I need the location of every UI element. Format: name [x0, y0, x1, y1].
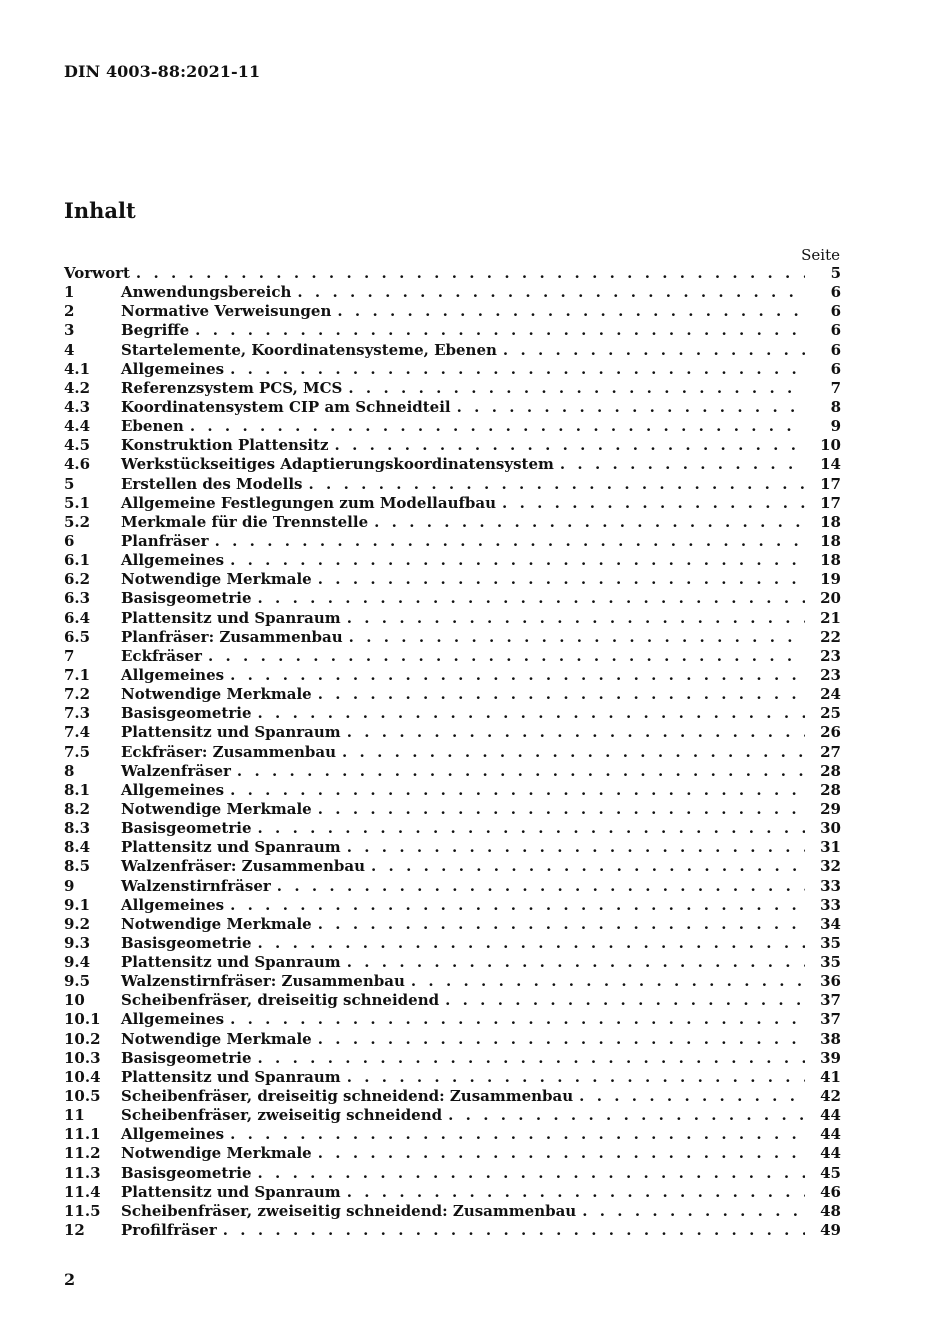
- toc-entry-number: 1: [64, 283, 75, 302]
- toc-entry-title: Scheibenfräser, zweiseitig schneidend: Zusammenbau: [121, 1201, 577, 1220]
- toc-entry-page: 30: [820, 819, 841, 838]
- dot-leader: [136, 264, 805, 283]
- toc-entry-page: 23: [820, 646, 841, 665]
- toc-entry-number: 8.3: [64, 819, 91, 838]
- toc-entry-number: 6: [64, 531, 75, 550]
- dot-leader: [258, 819, 805, 838]
- toc-entry-number: 11.1: [64, 1125, 101, 1144]
- toc-entry-page: 26: [820, 723, 841, 742]
- dot-leader: [208, 647, 805, 666]
- toc-entry[interactable]: [64, 896, 841, 915]
- dot-leader: [223, 1221, 805, 1240]
- toc-entry-number: 7.3: [64, 704, 91, 723]
- toc-entry-title: Scheibenfräser, dreiseitig schneidend: [121, 991, 440, 1010]
- dot-leader: [230, 666, 805, 685]
- toc-entry-number: 11.2: [64, 1144, 101, 1163]
- toc-entry[interactable]: [64, 455, 841, 474]
- toc-entry-page: 31: [820, 838, 841, 857]
- toc-entry-number: 9.1: [64, 895, 91, 914]
- toc-entry-page: 33: [820, 895, 841, 914]
- toc-entry[interactable]: [64, 991, 841, 1010]
- toc-entry-number: 6.3: [64, 589, 91, 608]
- dot-leader: [258, 934, 805, 953]
- toc-entry-title: Vorwort: [64, 264, 130, 282]
- toc-entry[interactable]: [64, 398, 841, 417]
- toc-entry-title: Allgemeines: [121, 895, 225, 914]
- toc-entry-title: Notwendige Merkmale: [121, 799, 312, 818]
- dot-leader: [582, 1202, 805, 1221]
- dot-leader: [318, 800, 805, 819]
- toc-entry[interactable]: [64, 341, 841, 360]
- dot-leader: [318, 685, 805, 704]
- toc-entry[interactable]: [64, 551, 841, 570]
- toc-entry-title: Plattensitz und Spanraum: [121, 1067, 341, 1086]
- toc-entry-number: 9.2: [64, 914, 91, 933]
- toc-entry-page: 6: [830, 302, 841, 321]
- toc-entry-number: 4.5: [64, 436, 91, 455]
- toc-entry-number: 6.1: [64, 551, 91, 570]
- dot-leader: [258, 589, 805, 608]
- toc-entry[interactable]: [64, 704, 841, 723]
- toc-entry-number: 5.2: [64, 512, 91, 531]
- toc-entry-number: 6.2: [64, 570, 91, 589]
- toc-entry-number: 7.4: [64, 723, 91, 742]
- toc-entry-title: Eckfräser: Zusammenbau: [121, 742, 337, 761]
- toc-entry-number: 4: [64, 340, 75, 359]
- toc-entry-number: 4.2: [64, 378, 91, 397]
- dot-leader: [579, 1087, 805, 1106]
- toc-entry-number: 4.3: [64, 397, 91, 416]
- toc-entry-title: Begriffe: [121, 321, 190, 340]
- toc-entry[interactable]: [64, 781, 841, 800]
- toc-entry[interactable]: [64, 609, 841, 628]
- toc-entry[interactable]: [64, 1049, 841, 1068]
- toc-entry-page: 39: [820, 1048, 841, 1067]
- toc-entry-title: Konstruktion Plattensitz: [121, 436, 329, 455]
- toc-entry-title: Basisgeometrie: [121, 1163, 252, 1182]
- dot-leader: [230, 781, 805, 800]
- toc-entry[interactable]: [64, 302, 841, 321]
- dot-leader: [318, 570, 805, 589]
- dot-leader: [348, 379, 805, 398]
- toc-entry-number: 6.5: [64, 627, 91, 646]
- toc-entry-page: 24: [820, 685, 841, 704]
- toc-entry[interactable]: [64, 513, 841, 532]
- toc-entry-page: 35: [820, 933, 841, 952]
- toc-entry[interactable]: [64, 379, 841, 398]
- toc-entry-number: 9.5: [64, 972, 91, 991]
- dot-leader: [258, 1049, 805, 1068]
- dot-leader: [347, 1183, 805, 1202]
- toc-entry-number: 10.1: [64, 1010, 101, 1029]
- toc-entry-page: 6: [830, 359, 841, 378]
- toc-entry[interactable]: [64, 1221, 841, 1240]
- page-column-label: Seite: [801, 246, 840, 264]
- toc-entry-page: 36: [820, 972, 841, 991]
- toc-entry-page: 46: [820, 1182, 841, 1201]
- toc-entry-number: 7: [64, 646, 75, 665]
- dot-leader: [337, 302, 805, 321]
- toc-entry-title: Basisgeometrie: [121, 1048, 252, 1067]
- toc-entry-page: 37: [820, 991, 841, 1010]
- toc-entry-number: 7.1: [64, 665, 91, 684]
- dot-leader: [195, 321, 805, 340]
- toc-entry-page: 20: [820, 589, 841, 608]
- toc-entry-page: 9: [830, 417, 841, 436]
- toc-entry-page: 33: [820, 876, 841, 895]
- toc-entry[interactable]: [64, 264, 841, 283]
- toc-entry[interactable]: [64, 1164, 841, 1183]
- toc-entry-title: Merkmale für die Trennstelle: [121, 512, 369, 531]
- toc-entry-page: 34: [820, 914, 841, 933]
- dot-leader: [230, 360, 805, 379]
- dot-leader: [309, 475, 805, 494]
- toc-entry-page: 49: [820, 1221, 841, 1240]
- toc-entry-title: Allgemeines: [121, 359, 225, 378]
- toc-entry[interactable]: [64, 800, 841, 819]
- dot-leader: [347, 838, 805, 857]
- dot-leader: [318, 1144, 805, 1163]
- dot-leader: [411, 972, 805, 991]
- toc-entry-page: 41: [820, 1067, 841, 1086]
- toc-entry-number: 10.4: [64, 1067, 101, 1086]
- dot-leader: [318, 915, 805, 934]
- dot-leader: [342, 743, 805, 762]
- toc-entry[interactable]: [64, 857, 841, 876]
- toc-entry[interactable]: [64, 666, 841, 685]
- toc-entry-page: 44: [820, 1144, 841, 1163]
- toc-entry-title: Erstellen des Modells: [121, 474, 303, 493]
- toc-entry-page: 17: [820, 493, 841, 512]
- toc-entry-title: Basisgeometrie: [121, 933, 252, 952]
- toc-entry-number: 8: [64, 761, 75, 780]
- toc-entry-title: Startelemente, Koordinatensysteme, Ebenen: [121, 340, 497, 359]
- toc-entry-page: 18: [820, 512, 841, 531]
- toc-entry[interactable]: [64, 436, 841, 455]
- toc-entry-title: Notwendige Merkmale: [121, 914, 312, 933]
- toc-entry[interactable]: [64, 1202, 841, 1221]
- dot-leader: [297, 283, 805, 302]
- dot-leader: [230, 1010, 805, 1029]
- toc-entry-title: Allgemeines: [121, 780, 225, 799]
- toc-entry[interactable]: [64, 283, 841, 302]
- toc-entry-number: 11.4: [64, 1182, 101, 1201]
- dot-leader: [277, 877, 805, 896]
- dot-leader: [258, 704, 805, 723]
- toc-entry-number: 10: [64, 991, 85, 1010]
- toc-entry[interactable]: [64, 475, 841, 494]
- toc-entry[interactable]: [64, 628, 841, 647]
- dot-leader: [503, 341, 805, 360]
- dot-leader: [190, 417, 805, 436]
- toc-entry[interactable]: [64, 934, 841, 953]
- toc-entry[interactable]: [64, 1125, 841, 1144]
- toc-entry-title: Basisgeometrie: [121, 819, 252, 838]
- toc-entry-number: 6.4: [64, 608, 91, 627]
- toc-entry[interactable]: [64, 1030, 841, 1049]
- toc-entry-title: Plattensitz und Spanraum: [121, 723, 341, 742]
- toc-entry-page: 7: [830, 378, 841, 397]
- toc-entry-page: 45: [820, 1163, 841, 1182]
- dot-leader: [560, 455, 805, 474]
- toc-entry[interactable]: [64, 972, 841, 991]
- toc-entry-number: 5.1: [64, 493, 91, 512]
- toc-entry-title: Plattensitz und Spanraum: [121, 1182, 341, 1201]
- toc-entry-title: Basisgeometrie: [121, 589, 252, 608]
- toc-entry-page: 42: [820, 1087, 841, 1106]
- toc-entry[interactable]: [64, 743, 841, 762]
- toc-entry[interactable]: [64, 417, 841, 436]
- toc-entry-number: 7.2: [64, 685, 91, 704]
- toc-entry-page: 29: [820, 799, 841, 818]
- dot-leader: [335, 436, 805, 455]
- toc-entry-number: 4.6: [64, 455, 91, 474]
- toc-entry-title: Scheibenfräser, zweiseitig schneidend: [121, 1106, 443, 1125]
- toc-entry[interactable]: [64, 589, 841, 608]
- dot-leader: [349, 628, 805, 647]
- toc-entry-page: 17: [820, 474, 841, 493]
- toc-entry-title: Plattensitz und Spanraum: [121, 838, 341, 857]
- page-number: 2: [64, 1270, 76, 1289]
- toc-entry-title: Koordinatensystem CIP am Schneidteil: [121, 397, 451, 416]
- dot-leader: [347, 723, 805, 742]
- toc-entry[interactable]: [64, 1183, 841, 1202]
- toc-entry-title: Planfräser: [121, 531, 209, 550]
- toc-entry-title: Notwendige Merkmale: [121, 1144, 312, 1163]
- toc-entry[interactable]: [64, 494, 841, 513]
- toc-entry-title: Werkstückseitiges Adaptierungskoordinatensystem: [121, 455, 554, 474]
- toc-entry-number: 11.3: [64, 1163, 101, 1182]
- toc-entry-page: 19: [820, 570, 841, 589]
- toc-entry-number: 10.3: [64, 1048, 101, 1067]
- toc-entry[interactable]: [64, 647, 841, 666]
- dot-leader: [318, 1030, 805, 1049]
- toc-entry-page: 28: [820, 761, 841, 780]
- toc-entry-title: Normative Verweisungen: [121, 302, 332, 321]
- toc-entry-page: 6: [830, 340, 841, 359]
- toc-entry-number: 11: [64, 1106, 85, 1125]
- toc-entry-number: 9.4: [64, 953, 91, 972]
- toc-entry-number: 3: [64, 321, 75, 340]
- toc-entry-title: Notwendige Merkmale: [121, 685, 312, 704]
- toc-entry-page: 35: [820, 953, 841, 972]
- toc-entry-page: 27: [820, 742, 841, 761]
- toc-entry-page: 48: [820, 1201, 841, 1220]
- toc-entry-title: Walzenstirnfräser: [121, 876, 271, 895]
- toc-entry[interactable]: [64, 532, 841, 551]
- toc-entry-page: 21: [820, 608, 841, 627]
- toc-entry[interactable]: [64, 1068, 841, 1087]
- toc-entry-number: 10.5: [64, 1087, 101, 1106]
- dot-leader: [347, 609, 805, 628]
- toc-entry-page: 44: [820, 1125, 841, 1144]
- toc-entry[interactable]: [64, 877, 841, 896]
- toc-entry-number: 7.5: [64, 742, 91, 761]
- toc-entry-page: 6: [830, 321, 841, 340]
- dot-leader: [230, 896, 805, 915]
- toc-entry-title: Allgemeines: [121, 1125, 225, 1144]
- toc-entry-number: 8.1: [64, 780, 91, 799]
- toc-entry-title: Anwendungsbereich: [121, 283, 292, 302]
- dot-leader: [374, 513, 805, 532]
- dot-leader: [448, 1106, 805, 1125]
- toc-entry[interactable]: [64, 1144, 841, 1163]
- toc-entry[interactable]: [64, 838, 841, 857]
- dot-leader: [371, 857, 805, 876]
- dot-leader: [230, 551, 805, 570]
- toc-entry-page: 22: [820, 627, 841, 646]
- toc-entry-title: Walzenfräser: Zusammenbau: [121, 857, 365, 876]
- dot-leader: [258, 1164, 805, 1183]
- table-of-contents: [64, 264, 841, 1240]
- toc-entry-title: Plattensitz und Spanraum: [121, 608, 341, 627]
- toc-entry[interactable]: [64, 723, 841, 742]
- toc-entry-title: Basisgeometrie: [121, 704, 252, 723]
- toc-entry-number: 8.4: [64, 838, 91, 857]
- toc-entry-number: 4.4: [64, 417, 91, 436]
- toc-entry-number: 5: [64, 474, 75, 493]
- toc-entry-title: Plattensitz und Spanraum: [121, 953, 341, 972]
- toc-entry-number: 8.5: [64, 857, 91, 876]
- toc-entry-page: 18: [820, 531, 841, 550]
- toc-entry-title: Profilfräser: [121, 1221, 217, 1240]
- toc-entry-page: 8: [830, 397, 841, 416]
- dot-leader: [237, 762, 805, 781]
- toc-entry-number: 12: [64, 1221, 85, 1240]
- toc-entry-page: 6: [830, 283, 841, 302]
- toc-entry-page: 18: [820, 551, 841, 570]
- document-id: DIN 4003-88:2021-11: [64, 62, 261, 81]
- toc-entry[interactable]: [64, 321, 841, 340]
- toc-entry-title: Allgemeines: [121, 551, 225, 570]
- toc-entry-title: Eckfräser: [121, 646, 202, 665]
- dot-leader: [347, 953, 805, 972]
- toc-entry-page: 32: [820, 857, 841, 876]
- toc-entry-number: 9: [64, 876, 75, 895]
- toc-entry[interactable]: [64, 1010, 841, 1029]
- dot-leader: [230, 1125, 805, 1144]
- toc-entry-page: 25: [820, 704, 841, 723]
- dot-leader: [347, 1068, 805, 1087]
- toc-entry-title: Ebenen: [121, 417, 184, 436]
- dot-leader: [215, 532, 805, 551]
- toc-entry-number: 2: [64, 302, 75, 321]
- dot-leader: [445, 991, 805, 1010]
- toc-entry-page: 38: [820, 1029, 841, 1048]
- toc-entry[interactable]: [64, 685, 841, 704]
- toc-entry[interactable]: [64, 819, 841, 838]
- toc-entry[interactable]: [64, 762, 841, 781]
- toc-entry[interactable]: [64, 1087, 841, 1106]
- toc-entry-page: 10: [820, 436, 841, 455]
- toc-entry-title: Scheibenfräser, dreiseitig schneidend: Zusammenbau: [121, 1087, 574, 1106]
- toc-entry[interactable]: [64, 915, 841, 934]
- toc-entry-page: 23: [820, 665, 841, 684]
- toc-entry-number: 8.2: [64, 799, 91, 818]
- toc-entry-number: 10.2: [64, 1029, 101, 1048]
- toc-entry-title: Walzenstirnfräser: Zusammenbau: [121, 972, 405, 991]
- toc-entry-title: Allgemeines: [121, 1010, 225, 1029]
- toc-entry-title: Planfräser: Zusammenbau: [121, 627, 343, 646]
- toc-entry-number: 9.3: [64, 933, 91, 952]
- toc-entry-title: Walzenfräser: [121, 761, 231, 780]
- toc-entry-number: 4.1: [64, 359, 91, 378]
- toc-entry[interactable]: [64, 953, 841, 972]
- toc-entry-page: 28: [820, 780, 841, 799]
- dot-leader: [502, 494, 805, 513]
- toc-entry[interactable]: [64, 1106, 841, 1125]
- toc-entry-title: Allgemeines: [121, 665, 225, 684]
- toc-entry-page: 5: [830, 264, 841, 282]
- toc-entry-title: Notwendige Merkmale: [121, 570, 312, 589]
- toc-entry-title: Allgemeine Festlegungen zum Modellaufbau: [121, 493, 497, 512]
- toc-entry-page: 44: [820, 1106, 841, 1125]
- toc-entry-title: Referenzsystem PCS, MCS: [121, 378, 343, 397]
- toc-heading: Inhalt: [64, 198, 136, 223]
- toc-entry-number: 11.5: [64, 1201, 101, 1220]
- toc-entry-page: 37: [820, 1010, 841, 1029]
- dot-leader: [457, 398, 805, 417]
- toc-entry-page: 14: [820, 455, 841, 474]
- toc-entry-title: Notwendige Merkmale: [121, 1029, 312, 1048]
- toc-entry[interactable]: [64, 570, 841, 589]
- toc-entry[interactable]: [64, 360, 841, 379]
